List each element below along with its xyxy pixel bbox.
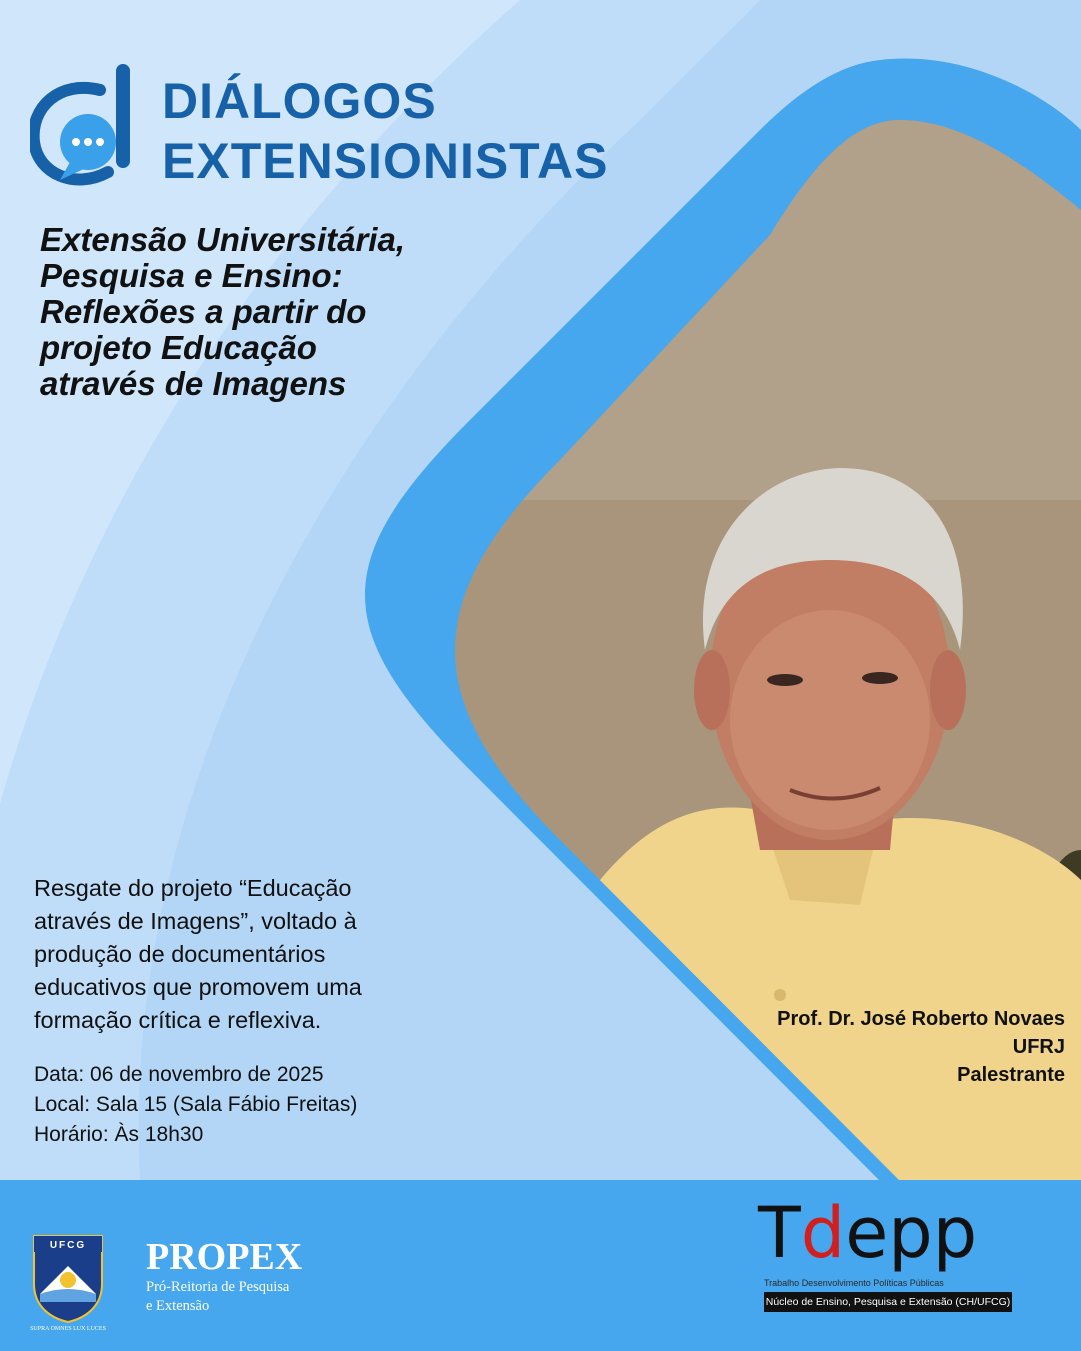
tdepp-banner: Núcleo de Ensino, Pesquisa e Extensão (CH/UFCG): [764, 1292, 1012, 1312]
tdepp-letter-d: d: [800, 1192, 846, 1274]
speaker-institution: UFRJ: [1012, 1036, 1065, 1058]
title-line-2: EXTENSIONISTAS: [162, 133, 609, 189]
ufcg-label: UFCG: [49, 1240, 87, 1251]
subtitle-line: Reflexões a partir do: [40, 293, 367, 330]
event-description: [34, 872, 454, 1037]
speaker-name: Prof. Dr. José Roberto Novaes: [777, 1008, 1065, 1030]
subtitle-line: projeto Educação: [40, 329, 317, 366]
description-line: Resgate do projeto “Educação: [34, 875, 352, 901]
propex-subtitle-line-2: e Extensão: [146, 1298, 210, 1314]
description-line: formação crítica e reflexiva.: [34, 1007, 322, 1033]
event-location: Local: Sala 15 (Sala Fábio Freitas): [34, 1093, 358, 1116]
subtitle-line: Pesquisa e Ensino:: [40, 257, 343, 294]
propex-subtitle-line-1: Pró-Reitoria de Pesquisa: [146, 1279, 290, 1295]
ufcg-motto: SUPRA OMNES LUX LUCES: [30, 1326, 106, 1332]
description-line: educativos que promovem uma: [34, 974, 362, 1000]
speaker-role: Palestrante: [957, 1064, 1065, 1086]
description-line: através de Imagens”, voltado à: [34, 908, 357, 934]
event-time: Horário: Às 18h30: [34, 1123, 204, 1146]
subtitle-line: Extensão Universitária,: [40, 221, 405, 258]
tdepp-words: Trabalho Desenvolvimento Políticas Públicas: [764, 1278, 944, 1288]
event-date: Data: 06 de novembro de 2025: [34, 1063, 324, 1086]
description-line: produção de documentários: [34, 941, 326, 967]
title-line-1: DIÁLOGOS: [162, 73, 437, 129]
tdepp-logo: [758, 1192, 1020, 1320]
ufcg-crest-icon: [30, 1232, 106, 1324]
tdepp-letter-t: T: [758, 1192, 801, 1274]
tdepp-letters-epp: epp: [845, 1192, 978, 1274]
subtitle-line: através de Imagens: [40, 365, 347, 402]
dialogos-logo-icon: [30, 62, 136, 192]
propex-title: PROPEX: [146, 1236, 303, 1278]
event-subtitle: [40, 222, 560, 402]
